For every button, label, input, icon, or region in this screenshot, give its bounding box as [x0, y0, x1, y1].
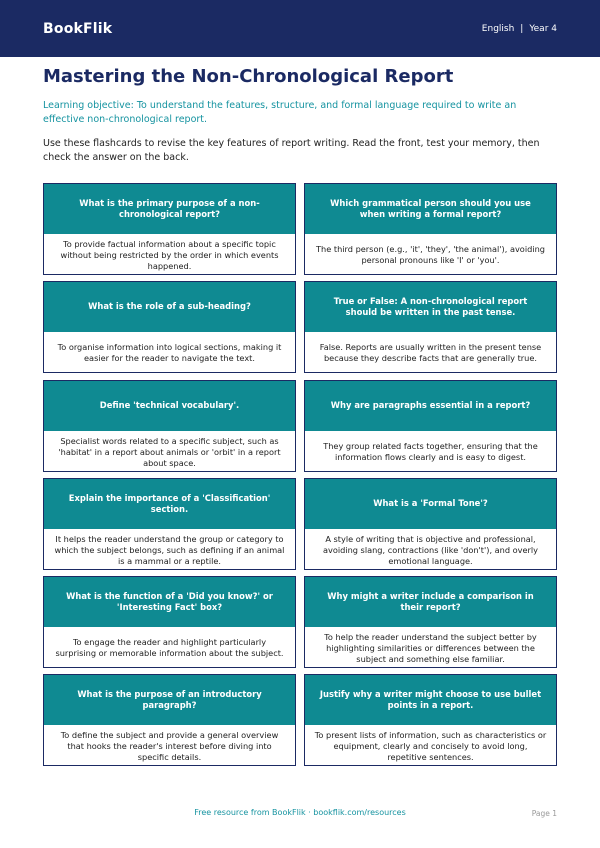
flashcard-question: What is the primary purpose of a non-chronological report?: [44, 184, 295, 234]
year-label: Year 4: [529, 23, 557, 34]
flashcard-question: Define 'technical vocabulary'.: [44, 381, 295, 431]
flashcard-question: Which grammatical person should you use when writing a formal report?: [305, 184, 556, 234]
flashcard-question: What is the role of a sub-heading?: [44, 282, 295, 332]
footer-link[interactable]: Free resource from BookFlik · bookflik.com/resources: [194, 808, 406, 817]
flashcard[interactable]: [43, 281, 296, 373]
intro-text: Use these flashcards to revise the key features of report writing. Read the front, test your memory, then check the answer on the back.: [43, 138, 540, 163]
page-number: Page 1: [531, 809, 557, 818]
flashcard[interactable]: [304, 576, 557, 668]
top-bar: [0, 0, 600, 57]
flashcard-question: Why might a writer include a comparison in their report?: [305, 577, 556, 627]
flashcard[interactable]: [43, 576, 296, 668]
flashcard[interactable]: [304, 183, 557, 275]
flashcard-answer: To provide factual information about a specific topic without being restricted by the order in which events happened.: [60, 238, 279, 271]
flashcard-answer: To engage the reader and highlight particularly surprising or memorable information about the subject.: [55, 637, 284, 658]
flashcard[interactable]: [43, 478, 296, 570]
flashcard-answer: False. Reports are usually written in the present tense because they describe facts that are generally true.: [319, 342, 542, 363]
learning-objective: Learning objective: To understand the features, structure, and formal language required to write an effective non-chronological report.: [43, 100, 517, 125]
flashcard[interactable]: [43, 674, 296, 766]
flashcard[interactable]: [43, 183, 296, 275]
brand-logo[interactable]: BookFlik: [43, 20, 113, 37]
subject-label: English: [481, 23, 515, 34]
flashcard-answer: To present lists of information, such as characteristics or equipment, clearly and concisely to avoid long, repetitive sentences.: [314, 729, 547, 762]
flashcard-answer: To help the reader understand the subject better by highlighting similarities or differences between the subject and something else familiar.: [324, 631, 537, 664]
flashcard-answer: It helps the reader understand the group or category to which the subject belongs, such as defining if an animal is a mammal or a reptile.: [54, 533, 285, 566]
flashcard-answer: To organise information into logical sections, making it easier for the reader to navigate the text.: [57, 342, 282, 363]
flashcard[interactable]: [304, 380, 557, 472]
flashcard-question: What is the function of a 'Did you know?' or 'Interesting Fact' box?: [44, 577, 295, 627]
flashcard-question: True or False: A non-chronological report should be written in the past tense.: [305, 282, 556, 332]
subject-year-label: [482, 24, 557, 34]
flashcard-answer: A style of writing that is objective and professional, avoiding slang, contractions (like 'don't'), and overly emotional language.: [322, 533, 539, 566]
separator: |: [520, 23, 524, 34]
flashcard[interactable]: [304, 281, 557, 373]
flashcard-question: Justify why a writer might choose to use bullet points in a report.: [305, 675, 556, 725]
flashcard-question: What is a 'Formal Tone'?: [305, 479, 556, 529]
flashcard-question: Why are paragraphs essential in a report?: [305, 381, 556, 431]
flashcard-question: What is the purpose of an introductory paragraph?: [44, 675, 295, 725]
page-title: Mastering the Non-Chronological Report: [43, 66, 454, 87]
flashcard-answer: The third person (e.g., 'it', 'they', 'the animal'), avoiding personal pronouns like 'I' or 'you'.: [316, 244, 545, 265]
flashcard-answer: To define the subject and provide a general overview that hooks the reader's interest before diving into specific details.: [60, 729, 279, 762]
flashcard[interactable]: [43, 380, 296, 472]
flashcard[interactable]: [304, 478, 557, 570]
flashcard-answer: They group related facts together, ensuring that the information flows clearly and is easy to digest.: [323, 441, 538, 462]
flashcard-question: Explain the importance of a 'Classification' section.: [44, 479, 295, 529]
flashcard[interactable]: [304, 674, 557, 766]
flashcard-answer: Specialist words related to a specific subject, such as 'habitat' in a report about animals or 'orbit' in a report about space.: [58, 435, 281, 468]
